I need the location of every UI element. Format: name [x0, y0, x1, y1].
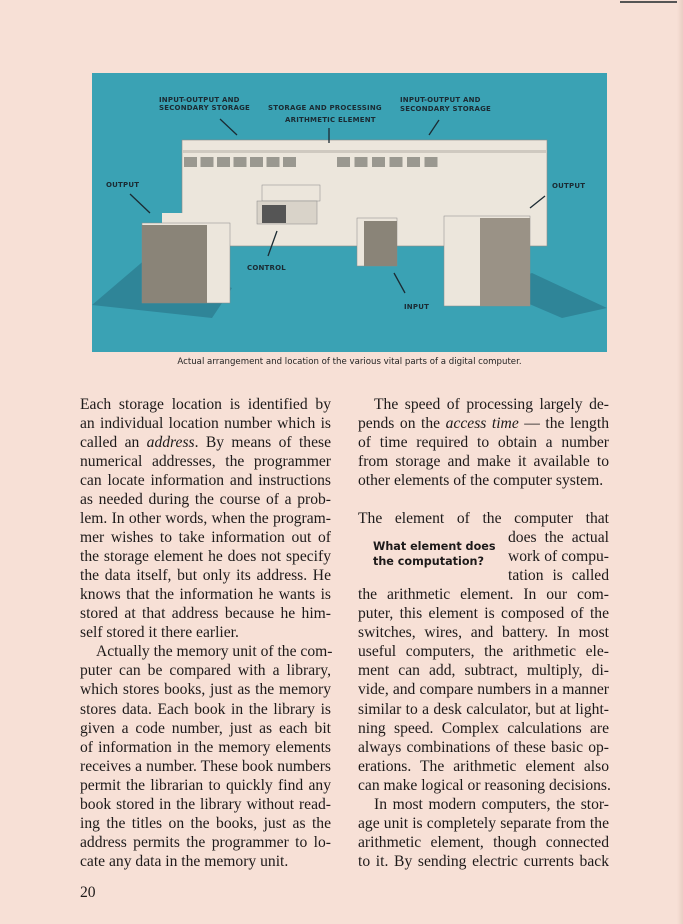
label-output-right: OUTPUT	[552, 182, 586, 190]
text-line: vide, and compare numbers in a manner	[358, 681, 609, 699]
computer-layout-illustration	[92, 73, 607, 352]
panel-window	[217, 157, 230, 167]
page-edge-shadow	[677, 0, 683, 924]
text-line: switches, wires, and battery. In most	[358, 624, 609, 642]
label-output-left: OUTPUT	[106, 181, 140, 189]
italic-term: address	[146, 434, 195, 452]
text-line: work of compu-	[508, 548, 609, 566]
scan-edge-line	[620, 1, 683, 3]
text-line: book stored in the library without read-	[80, 795, 331, 813]
label-io-right-2: SECONDARY STORAGE	[400, 105, 492, 113]
output-machine-right	[444, 200, 530, 306]
panel-window	[355, 157, 368, 167]
text-line: ing the titles on the books, just as the	[80, 814, 331, 832]
right-text-column	[358, 395, 609, 871]
text-line: as needed during the course of a prob-	[80, 491, 331, 509]
text-line: similar to a desk calculator, but at light-	[358, 700, 609, 718]
text-line: mer wishes to take information out of	[80, 529, 331, 547]
text-line: lem. In other words, when the program-	[80, 510, 331, 528]
text-line: puter can be compared with a library,	[80, 662, 331, 680]
text-line: ment can add, subtract, multiply, di-	[358, 662, 609, 680]
italic-term: access time	[445, 415, 519, 433]
text-line: other elements of the computer system.	[358, 472, 604, 490]
text-line: an individual location number which is	[80, 415, 331, 433]
output-machine-left	[142, 213, 232, 303]
text-line: from storage and make it available to	[358, 453, 609, 471]
text-line: of time required to obtain a number	[358, 434, 609, 452]
label-input: INPUT	[404, 303, 430, 311]
left-text-column	[80, 395, 331, 871]
panel-window	[184, 157, 197, 167]
panel-window	[390, 157, 403, 167]
page-number: 20	[80, 884, 96, 901]
text-line: of information in the memory elements	[80, 738, 331, 756]
text-line: erations. The arithmetic element also	[358, 757, 609, 775]
control-console	[257, 185, 320, 224]
input-machine	[357, 218, 397, 266]
text-line: to it. By sending electric currents back	[358, 852, 609, 870]
panel-window	[201, 157, 214, 167]
text-line: receives a number. These book numbers	[80, 757, 331, 775]
text-line: pends on the access time — the length	[358, 415, 609, 433]
panel-window	[250, 157, 263, 167]
text-line: Actually the memory unit of the com-	[96, 643, 333, 661]
margin-question-heading: What element does the computation?	[373, 540, 496, 568]
text-line: called an address. By means of these	[80, 434, 331, 452]
label-io-left-1: INPUT-OUTPUT AND	[159, 96, 240, 104]
text-line: self stored it there earlier.	[80, 624, 239, 642]
panel-window	[283, 157, 296, 167]
text-line: age unit is completely separate from the	[358, 814, 609, 832]
text-line: puter, this element is composed of the	[358, 605, 609, 623]
text-line: can locate information and instructions	[80, 472, 331, 490]
text-line: knows that the information he wants is	[80, 586, 331, 604]
text-line: tation is called	[508, 567, 609, 585]
text-line: does the actual	[508, 529, 609, 547]
label-io-left-2: SECONDARY STORAGE	[159, 104, 251, 112]
text-line: which stores books, just as the memory	[80, 681, 331, 699]
text-line: useful computers, the arithmetic ele-	[358, 643, 609, 661]
text-line: given a code number, just as each bit	[80, 719, 331, 737]
panel-window	[372, 157, 385, 167]
figure-caption: Actual arrangement and location of the various vital parts of a digital computer.	[177, 357, 522, 367]
text-line: can make logical or reasoning decisions.	[358, 776, 611, 794]
panel-window	[234, 157, 247, 167]
panel-window	[407, 157, 420, 167]
text-line: address permits the programmer to lo-	[80, 833, 331, 851]
text-line: Each storage location is identified by	[80, 396, 331, 413]
text-line: The speed of processing largely de-	[374, 396, 609, 413]
text-line: numerical addresses, the programmer	[80, 453, 331, 471]
text-line: The element of the computer that	[358, 510, 609, 528]
panel-window	[425, 157, 438, 167]
text-line	[358, 490, 609, 509]
label-storage-1: STORAGE AND PROCESSING	[268, 104, 382, 112]
text-line: always combinations of these basic op-	[358, 738, 609, 756]
panel-window	[267, 157, 280, 167]
text-line: the data itself, but only its address. He	[80, 567, 331, 585]
text-line: ning speed. Complex calculations are	[358, 719, 609, 737]
text-line: In most modern computers, the stor-	[374, 795, 609, 813]
text-line: cate any data in the memory unit.	[80, 852, 289, 870]
label-control: CONTROL	[247, 264, 286, 272]
text-line: permit the librarian to quickly find any	[80, 776, 331, 794]
panel-window	[337, 157, 350, 167]
text-line: the storage element he does not specify	[80, 548, 331, 566]
text-line: the arithmetic element. In our com-	[358, 586, 609, 604]
text-line: arithmetic element, though connected	[358, 833, 609, 851]
text-line: stored at that address because he him-	[80, 605, 331, 623]
label-io-right-1: INPUT-OUTPUT AND	[400, 96, 481, 104]
label-storage-2: ARITHMETIC ELEMENT	[285, 116, 376, 124]
text-line: stores data. Each book in the library is	[80, 700, 331, 718]
